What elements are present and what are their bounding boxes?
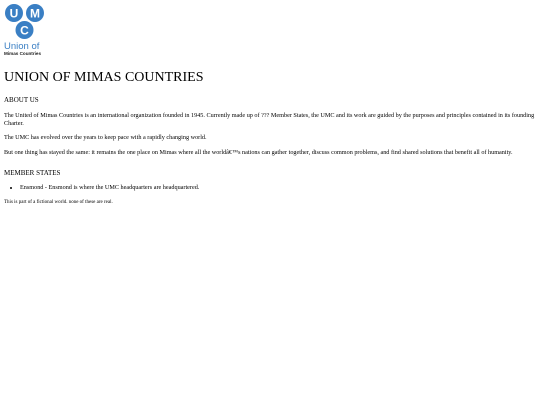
- member-states-list: [4, 184, 536, 192]
- about-paragraph-2: The UMC has evolved over the years to keep pace with a rapidly changing world.: [4, 134, 207, 142]
- umc-logo-circles: [4, 3, 50, 43]
- page-title: UNION OF MIMAS COUNTRIES: [4, 70, 204, 85]
- logo-letter-u: U: [9, 6, 19, 21]
- logo-text-mimas-countries: Mimas Countries: [4, 51, 42, 56]
- fiction-disclaimer: This is part of a fictional world. none of these are real.: [4, 199, 113, 205]
- member-states-heading: MEMBER STATES: [4, 169, 61, 178]
- member-state-item: • Ensmond - Ensmond is where the UMC headquarters are headquartered.: [20, 184, 536, 192]
- about-paragraph-3: But one thing has stayed the same: it remains the one place on Mimas where all the worldâ€™s nations can gather together, discuss common problems, and find shared solutions that benefit all of humanity.: [4, 148, 513, 156]
- about-paragraph-1: The United of Mimas Countries is an international organization founded in 1945. Currently made up of ??? Member States, the UMC and its work are guided by the purposes and principles contained in its founding Charter.: [4, 112, 535, 127]
- logo-letter-m: M: [30, 6, 40, 21]
- about-heading: ABOUT US: [4, 96, 39, 104]
- logo-text-union-of: Union of: [4, 41, 40, 52]
- umc-logo: [4, 3, 50, 57]
- logo-letter-c: C: [20, 23, 29, 38]
